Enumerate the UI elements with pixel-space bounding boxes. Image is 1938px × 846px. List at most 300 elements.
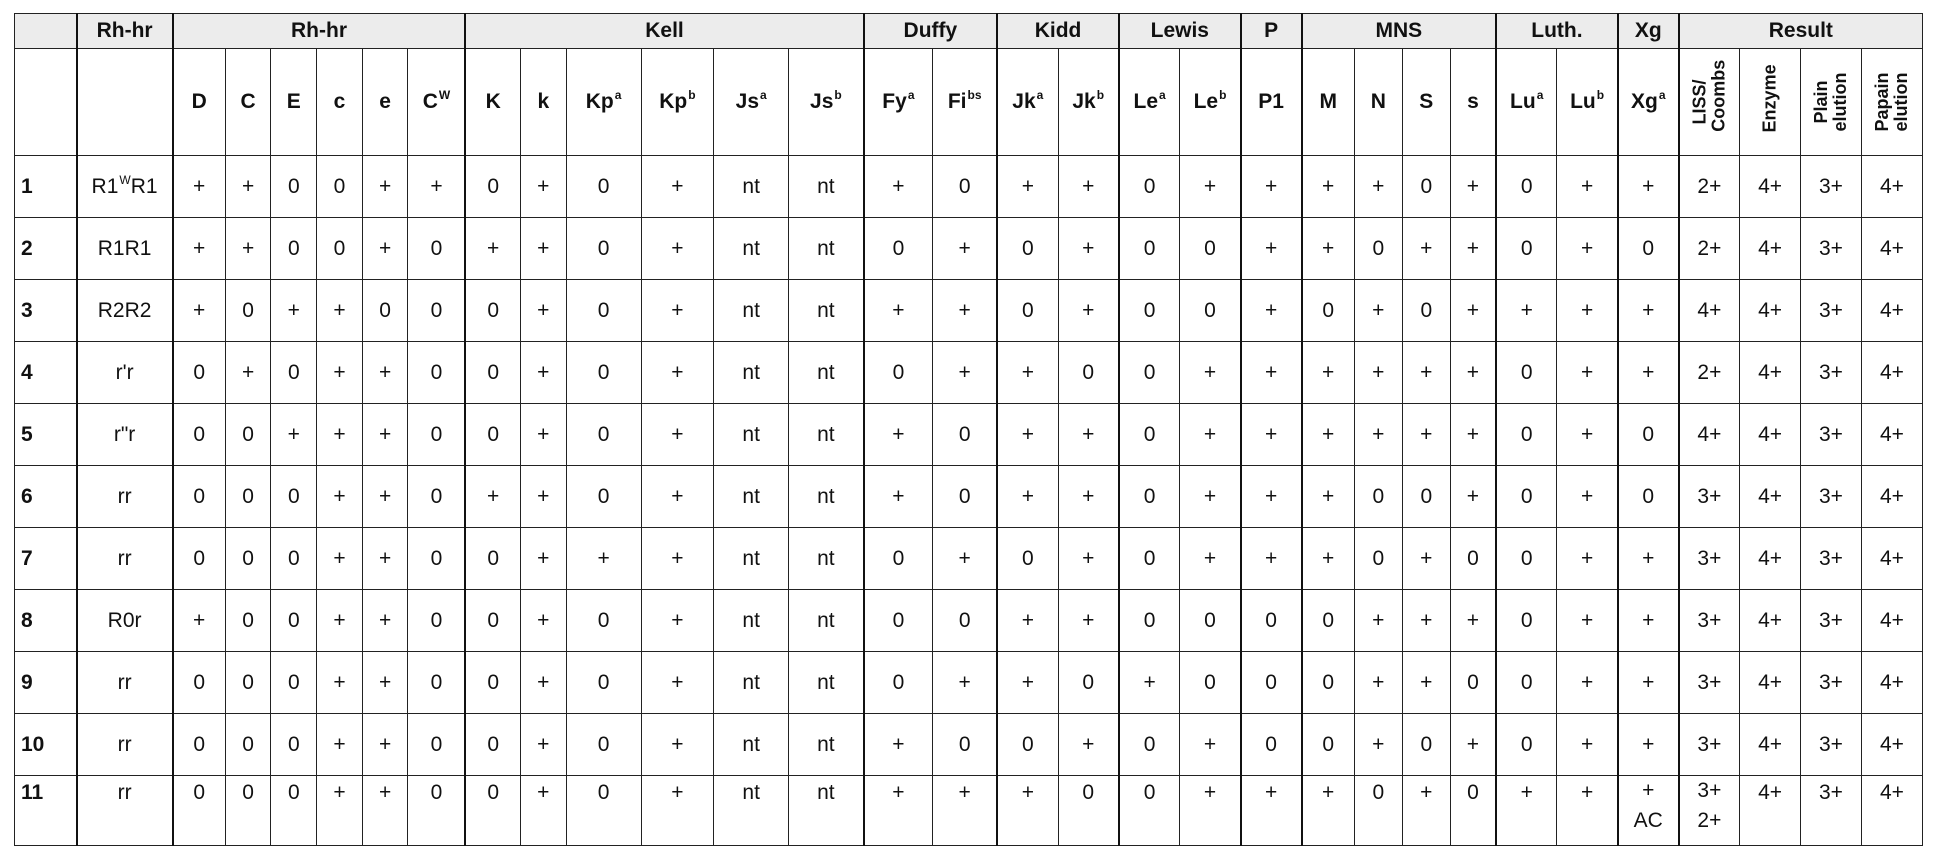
- antigen-cell: +: [1557, 776, 1618, 846]
- antigen-cell: 0: [1496, 714, 1557, 776]
- antigen-cell: 0: [1618, 466, 1679, 528]
- antigen-name: S: [1419, 90, 1434, 113]
- antigen-cell: +: [1402, 652, 1450, 714]
- rh-phenotype-text: R0r: [107, 608, 142, 632]
- result-cell: 4+: [1861, 342, 1922, 404]
- antigen-cell: 0: [465, 590, 520, 652]
- antigen-cell: 0: [408, 404, 465, 466]
- row-number: 9: [15, 652, 77, 714]
- antigen-cell: 0: [1402, 156, 1450, 218]
- antigen-cell: +: [362, 156, 408, 218]
- antigen-name: N: [1370, 90, 1386, 113]
- antigen-name: k: [537, 90, 550, 113]
- result-cell: 4+: [1740, 404, 1801, 466]
- antigen-cell: +: [997, 776, 1058, 846]
- antigen-cell: 0: [997, 280, 1058, 342]
- table-row: [15, 156, 1923, 218]
- antigen-cell: +: [933, 776, 997, 846]
- antigen-cell: nt: [789, 280, 864, 342]
- rh-phenotype: [77, 714, 173, 776]
- antigen-cell: nt: [789, 218, 864, 280]
- antigen-superscript: a: [760, 88, 767, 102]
- antigen-cell: 0: [1180, 652, 1241, 714]
- antigen-cell: 0: [1058, 776, 1119, 846]
- antigen-cell: 0: [271, 652, 317, 714]
- antigen-cell: 0: [1496, 218, 1557, 280]
- antigen-cell: +: [173, 280, 226, 342]
- antigen-cell: +: [1450, 404, 1496, 466]
- rh-phenotype: [77, 342, 173, 404]
- antigen-cell: 0: [1354, 528, 1402, 590]
- antigen-cell: 0: [465, 404, 520, 466]
- antigen-cell: 0: [1119, 528, 1180, 590]
- antigen-cell: +: [1302, 776, 1355, 846]
- antigen-cell: 0: [933, 714, 997, 776]
- result-cell: 2+: [1679, 342, 1740, 404]
- antigen-cell: 0: [566, 590, 641, 652]
- antigen-cell: 0: [1241, 652, 1302, 714]
- row-number: 6: [15, 466, 77, 528]
- result-cell: 3+: [1800, 342, 1861, 404]
- antigen-cell: 0: [225, 590, 271, 652]
- antigen-header: [520, 49, 566, 156]
- antigen-cell: nt: [714, 528, 789, 590]
- antigen-cell: +: [1058, 528, 1119, 590]
- antigen-cell: +: [317, 714, 363, 776]
- antigen-name: P1: [1258, 90, 1284, 113]
- antigen-cell: 0: [408, 590, 465, 652]
- table-row: [15, 280, 1923, 342]
- rh-phenotype-text: R1: [130, 174, 158, 198]
- result-cell: 4+: [1740, 156, 1801, 218]
- antigen-header: [1058, 49, 1119, 156]
- antigen-cell: 0: [271, 528, 317, 590]
- result-cell: 4+: [1740, 714, 1801, 776]
- antigen-cell: +: [641, 776, 714, 846]
- antigen-cell: +: [1618, 528, 1679, 590]
- antigen-cell: 0: [864, 652, 933, 714]
- antigen-cell: nt: [714, 156, 789, 218]
- antigen-name: Le: [1133, 90, 1159, 113]
- antigen-cell: 0: [1302, 714, 1355, 776]
- antigen-cell: +: [1450, 714, 1496, 776]
- antigen-cell: nt: [714, 652, 789, 714]
- result-cell: 2+: [1679, 156, 1740, 218]
- antigen-cell: 0: [465, 652, 520, 714]
- antigen-header: [225, 49, 271, 156]
- result-cell: 3+: [1800, 590, 1861, 652]
- antigen-cell: +: [641, 714, 714, 776]
- antigen-cell: +: [271, 280, 317, 342]
- antigen-cell: 0: [566, 714, 641, 776]
- antigen-cell: +: [864, 776, 933, 846]
- rh-phenotype-text: R2R2: [97, 298, 152, 322]
- antigen-cell: 0: [933, 156, 997, 218]
- antigen-cell: +: [465, 218, 520, 280]
- antigen-cell: +: [641, 280, 714, 342]
- antigen-header: [1180, 49, 1241, 156]
- antigen-cell: +: [1180, 156, 1241, 218]
- antigen-cell: 0: [317, 156, 363, 218]
- antigen-name: c: [333, 90, 346, 113]
- row-number: 1: [15, 156, 77, 218]
- result-cell: 4+: [1861, 652, 1922, 714]
- result-cell: 3+: [1679, 466, 1740, 528]
- result-cell: 3+: [1800, 652, 1861, 714]
- result-cell: 3+: [1800, 776, 1861, 846]
- antigen-cell: +: [1450, 342, 1496, 404]
- antigen-cell: 0: [566, 342, 641, 404]
- antigen-cell: +: [362, 218, 408, 280]
- antigen-cell: 0: [997, 528, 1058, 590]
- antigen-cell: +: [641, 342, 714, 404]
- rh-phenotype-text: rr: [117, 546, 132, 570]
- antigen-cell: 0: [1119, 280, 1180, 342]
- antigen-cell: 0: [1302, 590, 1355, 652]
- antigen-cell: +: [1557, 528, 1618, 590]
- antigen-cell: +: [362, 590, 408, 652]
- antigen-cell: +: [864, 156, 933, 218]
- antigen-cell: 0: [933, 590, 997, 652]
- antigen-cell: nt: [714, 590, 789, 652]
- antigen-cell: +: [1302, 466, 1355, 528]
- row-number: 7: [15, 528, 77, 590]
- antigen-cell: +: [1302, 218, 1355, 280]
- result-cell: 4+: [1861, 776, 1922, 846]
- antigen-cell: 0: [225, 528, 271, 590]
- antigen-cell: +: [520, 528, 566, 590]
- antigen-cell: +: [1354, 590, 1402, 652]
- result-cell: 2+: [1679, 218, 1740, 280]
- group-header-result: Result: [1679, 14, 1923, 49]
- antigen-cell: +: [1241, 776, 1302, 846]
- antigen-cell: +: [520, 776, 566, 846]
- result-header-line: elution: [1829, 72, 1850, 132]
- rh-phenotype: [77, 280, 173, 342]
- antigen-cell: 0: [1402, 714, 1450, 776]
- antigen-cell: 0: [566, 776, 641, 846]
- antigen-cell: +: [933, 280, 997, 342]
- antigen-header: [1450, 49, 1496, 156]
- antigen-header: [1354, 49, 1402, 156]
- antigen-cell: 0: [1241, 590, 1302, 652]
- rh-phenotype-text: rr: [117, 781, 132, 804]
- antigen-cell: nt: [714, 342, 789, 404]
- antigen-cell: 0: [864, 590, 933, 652]
- antigen-cell: 0: [225, 466, 271, 528]
- antigen-cell: +: [362, 404, 408, 466]
- antigen-cell: +: [1180, 776, 1241, 846]
- rh-phenotype: [77, 466, 173, 528]
- antigen-header: [933, 49, 997, 156]
- result-header-line: Papain: [1871, 72, 1892, 132]
- antigen-cell: +: [317, 776, 363, 846]
- result-cell: 3+: [1800, 218, 1861, 280]
- antigen-cell: 0: [271, 466, 317, 528]
- cell-value: +: [1642, 779, 1655, 802]
- antigen-cell: 0: [408, 280, 465, 342]
- antigen-cell: nt: [714, 280, 789, 342]
- antigen-cell: +: [520, 218, 566, 280]
- antigen-header: [465, 49, 520, 156]
- antigen-cell: +: [520, 404, 566, 466]
- antigen-header: [566, 49, 641, 156]
- antigen-cell: 0: [225, 714, 271, 776]
- antigen-cell: 0: [408, 342, 465, 404]
- rh-phenotype-text: r"r: [113, 422, 136, 446]
- antigen-superscript: b: [834, 88, 842, 102]
- antigen-superscript: a: [1658, 88, 1666, 102]
- antigen-cell: +: [1354, 652, 1402, 714]
- antigen-cell: +: [1618, 652, 1679, 714]
- antigen-cell: +: [641, 466, 714, 528]
- antigen-cell: 0: [1450, 776, 1496, 846]
- antigen-cell: +: [864, 404, 933, 466]
- result-cell: 4+: [1861, 156, 1922, 218]
- antigen-cell: 0: [566, 466, 641, 528]
- antigen-cell: 0: [173, 714, 226, 776]
- cell-note: 2+: [1697, 809, 1722, 832]
- antigen-header: [1302, 49, 1355, 156]
- result-cell: 4+: [1740, 776, 1801, 846]
- group-header-mns: MNS: [1302, 14, 1496, 49]
- antigen-name: Jk: [1012, 90, 1036, 113]
- result-cell: 4+: [1740, 280, 1801, 342]
- antigen-cell: 0: [465, 528, 520, 590]
- antigen-cell: 0: [465, 156, 520, 218]
- result-header-line: Enzyme: [1759, 63, 1780, 132]
- rh-phenotype-text: r'r: [115, 360, 134, 384]
- antigen-cell: +: [864, 466, 933, 528]
- antigen-cell: nt: [714, 466, 789, 528]
- antigen-cell: +: [1402, 590, 1450, 652]
- antigen-cell: 0: [271, 776, 317, 846]
- antigen-header: [1496, 49, 1557, 156]
- antigen-name: Xg: [1630, 90, 1658, 113]
- antigen-header: [271, 49, 317, 156]
- antigen-header: [1618, 49, 1679, 156]
- antigen-header: [789, 49, 864, 156]
- antigen-cell: +: [173, 590, 226, 652]
- antigen-cell: +: [362, 652, 408, 714]
- antigen-cell: 0: [933, 466, 997, 528]
- antigen-cell: +: [864, 714, 933, 776]
- antigen-cell: +: [1354, 404, 1402, 466]
- rh-phenotype-text: rr: [117, 670, 132, 694]
- antigen-cell: nt: [714, 776, 789, 846]
- result-cell: 4+: [1861, 404, 1922, 466]
- rh-phenotype: [77, 156, 173, 218]
- antigen-cell: +: [1496, 776, 1557, 846]
- antigen-cell: 0: [173, 342, 226, 404]
- antigen-superscript: W: [438, 88, 451, 102]
- antigen-cell: +: [1557, 280, 1618, 342]
- antigen-cell: +: [1058, 590, 1119, 652]
- antigen-header: [997, 49, 1058, 156]
- antigen-cell: 0: [271, 156, 317, 218]
- antigen-cell: 0: [173, 776, 226, 846]
- antigen-cell: +: [271, 404, 317, 466]
- antigen-cell: 0: [465, 280, 520, 342]
- antigen-header: [1402, 49, 1450, 156]
- antigen-cell: +: [1557, 404, 1618, 466]
- group-header-duffy: Duffy: [864, 14, 998, 49]
- antigen-cell: +: [317, 342, 363, 404]
- antigen-cell: 0: [933, 404, 997, 466]
- antigen-cell: +: [641, 404, 714, 466]
- antigen-cell: +: [520, 156, 566, 218]
- antigen-cell: +: [1354, 156, 1402, 218]
- antigen-cell: +: [641, 652, 714, 714]
- antigen-cell: 0: [1496, 156, 1557, 218]
- antigen-cell: +: [1354, 342, 1402, 404]
- antigen-cell: +: [173, 218, 226, 280]
- antigen-cell: +: [317, 528, 363, 590]
- result-cell: 3+: [1800, 156, 1861, 218]
- antigen-cell: +: [1450, 156, 1496, 218]
- antigen-cell: nt: [789, 404, 864, 466]
- result-cell: 3+: [1800, 404, 1861, 466]
- antigen-cell: 0: [1302, 280, 1355, 342]
- antigen-cell: +: [520, 466, 566, 528]
- group-header-p: P: [1241, 14, 1302, 49]
- antigen-cell: +: [1241, 218, 1302, 280]
- result-header-line: Plain: [1810, 80, 1831, 124]
- rh-phenotype: [77, 590, 173, 652]
- result-header-line: elution: [1890, 72, 1911, 132]
- antigen-cell: 0: [1402, 280, 1450, 342]
- antigen-cell: 0: [271, 590, 317, 652]
- antigen-cell: +: [1618, 590, 1679, 652]
- antigen-superscript: b: [1219, 88, 1227, 102]
- antigen-cell: +: [1618, 714, 1679, 776]
- antigen-cell: 0: [465, 714, 520, 776]
- antigen-cell: 0: [997, 218, 1058, 280]
- antigen-name: s: [1467, 90, 1479, 113]
- antigen-cell: 0: [1119, 776, 1180, 846]
- result-cell: 4+: [1861, 280, 1922, 342]
- group-header-kidd: Kidd: [997, 14, 1119, 49]
- antigen-header: [173, 49, 226, 156]
- result-cell: 4+: [1740, 218, 1801, 280]
- antigen-cell: 0: [566, 156, 641, 218]
- antigen-cell: 0: [1402, 466, 1450, 528]
- antigen-name: Kp: [659, 90, 688, 113]
- result-cell: 4+: [1740, 590, 1801, 652]
- antigen-cell: +: [1557, 342, 1618, 404]
- row-number: 4: [15, 342, 77, 404]
- antigen-cell: +: [1402, 528, 1450, 590]
- table-row: [15, 218, 1923, 280]
- rh-phenotype: [77, 404, 173, 466]
- antigen-cell: nt: [789, 590, 864, 652]
- antigen-cell: 0: [173, 528, 226, 590]
- antigen-cell: +: [1180, 528, 1241, 590]
- row-number: 11: [15, 776, 77, 846]
- cell-note: AC: [1633, 809, 1663, 832]
- antigen-cell: nt: [789, 776, 864, 846]
- antigen-cell: +: [1241, 404, 1302, 466]
- antigen-cell: 0: [225, 404, 271, 466]
- result-header: [1800, 49, 1861, 156]
- antigen-cell: +: [317, 404, 363, 466]
- antigen-cell: +: [225, 342, 271, 404]
- rh-phenotype-text: R1R1: [97, 236, 152, 260]
- antigen-cell: 0: [271, 342, 317, 404]
- result-cell: 3+: [1679, 714, 1740, 776]
- antigen-cell: +: [997, 652, 1058, 714]
- antigen-cell: +: [362, 776, 408, 846]
- antigen-cell: nt: [789, 714, 864, 776]
- antigen-cell: nt: [714, 404, 789, 466]
- antigen-cell: 0: [864, 528, 933, 590]
- antigen-cell: +: [1496, 280, 1557, 342]
- group-header-rh-hr: Rh-hr: [173, 14, 466, 49]
- antigen-cell: 0: [1496, 342, 1557, 404]
- antigen-cell: nt: [714, 714, 789, 776]
- rh-phenotype: [77, 652, 173, 714]
- antigen-header-row: [15, 49, 1923, 156]
- antigen-cell: 0: [1241, 714, 1302, 776]
- antigen-cell: +: [1302, 156, 1355, 218]
- antigen-superscript: b: [1096, 88, 1105, 102]
- antigen-cell: 0: [566, 404, 641, 466]
- row-number: 8: [15, 590, 77, 652]
- antigen-cell: 0: [408, 714, 465, 776]
- antigen-cell: nt: [789, 466, 864, 528]
- antigen-cell: 0: [271, 218, 317, 280]
- antigen-cell: +: [1241, 280, 1302, 342]
- result-cell: 3+: [1800, 528, 1861, 590]
- group-header-lewis: Lewis: [1119, 14, 1241, 49]
- antigen-cell: +: [520, 342, 566, 404]
- antigen-cell: 0: [1180, 280, 1241, 342]
- table-row: [15, 528, 1923, 590]
- antigen-cell: 0: [864, 218, 933, 280]
- antigen-cell: +: [520, 280, 566, 342]
- antigen-cell: +: [1557, 652, 1618, 714]
- result-cell: 3+: [1800, 714, 1861, 776]
- antigen-cell: 0: [1058, 342, 1119, 404]
- antigen-superscript: a: [1536, 88, 1544, 102]
- antigen-name: C: [422, 90, 438, 113]
- antigen-cell: +: [566, 528, 641, 590]
- antigen-superscript: a: [1036, 88, 1044, 102]
- antigen-header: [408, 49, 465, 156]
- antigen-cell: +: [1354, 714, 1402, 776]
- antigen-cell: +: [1557, 714, 1618, 776]
- antigen-cell: +: [641, 218, 714, 280]
- antigen-cell: +: [173, 156, 226, 218]
- antigen-cell: +: [317, 652, 363, 714]
- table-row: [15, 466, 1923, 528]
- antigen-cell: 0: [1119, 218, 1180, 280]
- result-header: [1740, 49, 1801, 156]
- antigen-name: Le: [1193, 90, 1219, 113]
- antigen-cell: +: [933, 528, 997, 590]
- antigen-cell: 0: [1180, 218, 1241, 280]
- result-cell: 4+: [1861, 466, 1922, 528]
- antigen-name: M: [1319, 90, 1337, 113]
- antigen-cell: +: [1354, 280, 1402, 342]
- result-header-line: Coombs: [1708, 59, 1729, 132]
- cell-value: 3+: [1697, 779, 1722, 802]
- antigen-cell: +: [520, 652, 566, 714]
- antigen-cell: +: [1058, 156, 1119, 218]
- antigen-superscript: a: [1159, 88, 1166, 102]
- antigen-name: Jk: [1072, 90, 1096, 113]
- antigen-cell: +: [362, 714, 408, 776]
